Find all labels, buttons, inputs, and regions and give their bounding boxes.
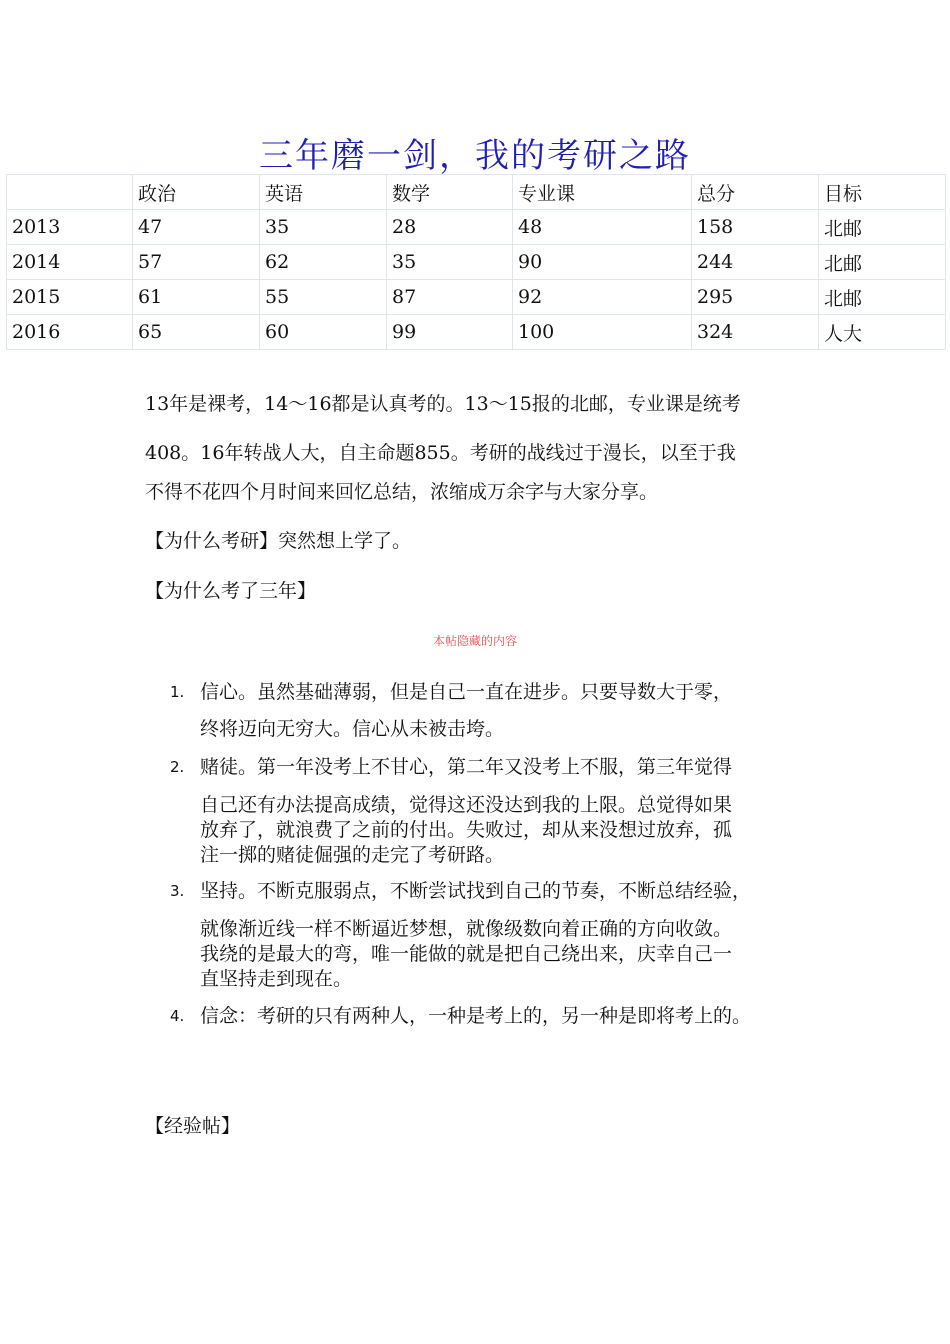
table-cell: 57 bbox=[133, 245, 260, 280]
table-cell: 2016 bbox=[7, 315, 133, 350]
table-row bbox=[7, 245, 946, 280]
list-item-number: 4. bbox=[170, 1007, 185, 1025]
table-header-cell: 专业课 bbox=[513, 175, 692, 210]
table-header-cell: 政治 bbox=[133, 175, 260, 210]
table-row bbox=[7, 210, 946, 245]
list-item-line: 放弃了，就浪费了之前的付出。失败过，却从来没想过放弃，孤 bbox=[200, 819, 733, 841]
table-header-cell: 英语 bbox=[260, 175, 387, 210]
list-item-line: 直坚持走到现在。 bbox=[200, 968, 353, 990]
table-header-cell: 总分 bbox=[692, 175, 819, 210]
score-table bbox=[6, 174, 946, 350]
table-cell: 90 bbox=[513, 245, 692, 280]
table-cell: 北邮 bbox=[819, 280, 946, 315]
intro-line-2: 408。16年转战人大，自主命题855。考研的战线过于漫长，以至于我 bbox=[145, 442, 736, 464]
list-item-line: 自己还有办法提高成绩，觉得这还没达到我的上限。总觉得如果 bbox=[200, 794, 733, 816]
table-header-cell: 目标 bbox=[819, 175, 946, 210]
list-item-line: 坚持。不断克服弱点，不断尝试找到自己的节奏，不断总结经验， bbox=[200, 880, 752, 902]
list-item-line: 信念：考研的只有两种人，一种是考上的，另一种是即将考上的。 bbox=[200, 1005, 752, 1027]
table-cell: 北邮 bbox=[819, 245, 946, 280]
table-cell: 2013 bbox=[7, 210, 133, 245]
why-heading: 【为什么考研】突然想上学了。 bbox=[145, 530, 412, 552]
list-item-number: 1. bbox=[170, 683, 185, 701]
intro-line-3: 不得不花四个月时间来回忆总结，浓缩成万余字与大家分享。 bbox=[145, 481, 659, 503]
table-cell: 244 bbox=[692, 245, 819, 280]
why-three-years-heading: 【为什么考了三年】 bbox=[145, 580, 317, 602]
list-item-line: 终将迈向无穷大。信心从未被击垮。 bbox=[200, 718, 505, 740]
table-header-cell bbox=[7, 175, 133, 210]
table-row bbox=[7, 280, 946, 315]
table-cell: 2015 bbox=[7, 280, 133, 315]
table-cell: 人大 bbox=[819, 315, 946, 350]
table-cell: 28 bbox=[387, 210, 513, 245]
table-cell: 65 bbox=[133, 315, 260, 350]
list-item-line: 就像渐近线一样不断逼近梦想，就像级数向着正确的方向收敛。 bbox=[200, 918, 733, 940]
table-cell: 北邮 bbox=[819, 210, 946, 245]
table-cell: 60 bbox=[260, 315, 387, 350]
table-cell: 61 bbox=[133, 280, 260, 315]
table-cell: 100 bbox=[513, 315, 692, 350]
table-cell: 35 bbox=[387, 245, 513, 280]
table-cell: 295 bbox=[692, 280, 819, 315]
table-header-row bbox=[7, 175, 946, 210]
table-cell: 47 bbox=[133, 210, 260, 245]
table-cell: 55 bbox=[260, 280, 387, 315]
table-cell: 87 bbox=[387, 280, 513, 315]
list-item-line: 赌徒。第一年没考上不甘心，第二年又没考上不服，第三年觉得 bbox=[200, 756, 733, 778]
table-cell: 158 bbox=[692, 210, 819, 245]
table-cell: 35 bbox=[260, 210, 387, 245]
list-item-line: 我绕的是最大的弯，唯一能做的就是把自己绕出来，庆幸自己一 bbox=[200, 943, 733, 965]
list-item-number: 2. bbox=[170, 758, 185, 776]
table-cell: 324 bbox=[692, 315, 819, 350]
page-title: 三年磨一剑，我的考研之路 bbox=[259, 136, 691, 176]
table-cell: 99 bbox=[387, 315, 513, 350]
experience-heading: 【经验帖】 bbox=[145, 1115, 241, 1137]
hidden-content-notice: 本帖隐藏的内容 bbox=[432, 634, 517, 648]
list-item-line: 注一掷的赌徒倔强的走完了考研路。 bbox=[200, 844, 505, 866]
intro-line-1: 13年是裸考，14～16都是认真考的。13～15报的北邮，专业课是统考 bbox=[145, 393, 741, 415]
table-header-cell: 数学 bbox=[387, 175, 513, 210]
list-item-number: 3. bbox=[170, 882, 185, 900]
table-cell: 62 bbox=[260, 245, 387, 280]
list-item-line: 信心。虽然基础薄弱，但是自己一直在进步。只要导数大于零， bbox=[200, 681, 733, 703]
table-cell: 92 bbox=[513, 280, 692, 315]
table-row bbox=[7, 315, 946, 350]
table-cell: 48 bbox=[513, 210, 692, 245]
table-cell: 2014 bbox=[7, 245, 133, 280]
